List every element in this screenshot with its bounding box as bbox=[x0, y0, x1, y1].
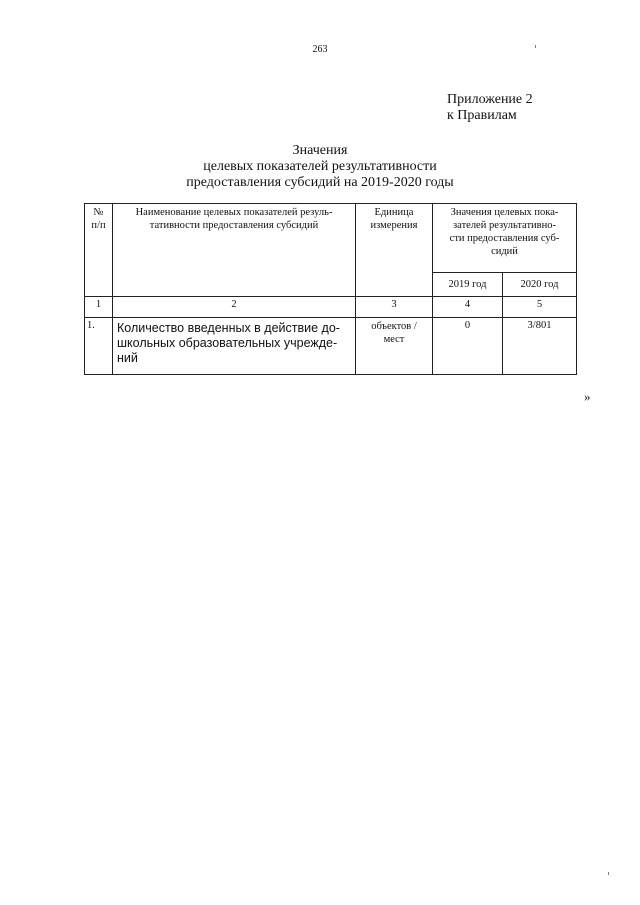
header-num-line-1: № bbox=[93, 207, 104, 218]
document-title bbox=[0, 143, 640, 191]
closing-quote: » bbox=[584, 389, 591, 404]
row-value-2019: 0 bbox=[433, 318, 503, 375]
row-unit-line-2: мест bbox=[383, 334, 405, 345]
header-unit-line-2: измерения bbox=[370, 220, 418, 231]
title-line-3: предоставления субсидий на 2019-2020 годы bbox=[186, 175, 454, 190]
row-name-line-1: Количество введенных в действие до- bbox=[117, 321, 340, 335]
page-number: 263 bbox=[312, 44, 328, 55]
header-values-line-1: Значения целевых пока- bbox=[450, 207, 559, 218]
row-unit-line-1: объектов / bbox=[371, 321, 417, 332]
header-values-line-4: сидий bbox=[491, 246, 518, 257]
appendix-label bbox=[447, 92, 533, 124]
appendix-line-2: к Правилам bbox=[447, 108, 517, 123]
row-value-2020: 3/801 bbox=[503, 318, 577, 375]
header-unit-line-1: Единица bbox=[374, 207, 414, 218]
appendix-line-1: Приложение 2 bbox=[447, 92, 533, 107]
scan-mark bbox=[608, 872, 609, 875]
targets-table bbox=[84, 203, 577, 375]
header-row bbox=[85, 204, 577, 273]
row-num: 1. bbox=[85, 318, 113, 375]
header-values-line-2: зателей результативно- bbox=[453, 220, 556, 231]
header-values bbox=[433, 204, 577, 273]
row-name-line-3: ний bbox=[117, 351, 138, 365]
col-number-3: 3 bbox=[356, 297, 433, 318]
row-indicator-name bbox=[113, 318, 356, 375]
col-number-1: 1 bbox=[85, 297, 113, 318]
column-numbers-row bbox=[85, 297, 577, 318]
header-num-line-2: п/п bbox=[91, 220, 106, 231]
header-name-line-2: тативности предоставления субсидий bbox=[149, 220, 319, 231]
col-number-2: 2 bbox=[113, 297, 356, 318]
header-values-line-3: сти предоставления суб- bbox=[449, 233, 560, 244]
header-unit bbox=[356, 204, 433, 297]
row-unit bbox=[356, 318, 433, 375]
row-name-line-2: школьных образовательных учрежде- bbox=[117, 336, 338, 350]
table-row bbox=[85, 318, 577, 375]
col-number-5: 5 bbox=[503, 297, 577, 318]
col-number-4: 4 bbox=[433, 297, 503, 318]
header-name-line-1: Наименование целевых показателей резуль- bbox=[135, 207, 333, 218]
header-year-2020: 2020 год bbox=[503, 273, 577, 297]
header-name bbox=[113, 204, 356, 297]
header-num bbox=[85, 204, 113, 297]
title-line-1: Значения bbox=[292, 143, 348, 158]
header-year-2019: 2019 год bbox=[433, 273, 503, 297]
title-line-2: целевых показателей результативности bbox=[203, 159, 437, 174]
scan-mark bbox=[535, 45, 536, 48]
